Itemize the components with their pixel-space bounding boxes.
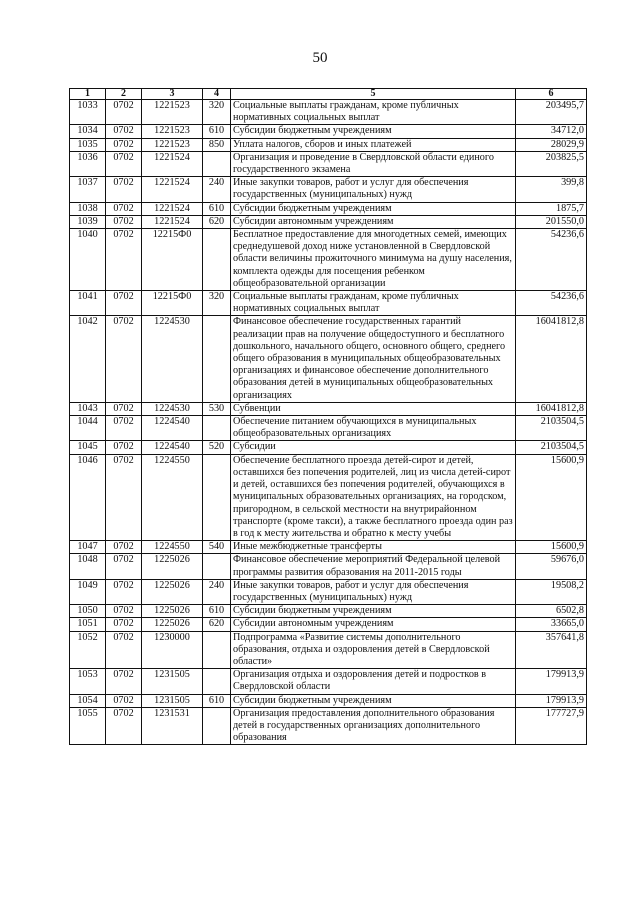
amount: 357641,8	[516, 631, 587, 669]
expense-kind-code	[203, 669, 231, 694]
expense-kind-code: 620	[203, 618, 231, 631]
amount: 179913,9	[516, 669, 587, 694]
item-name: Обеспечение бесплатного проезда детей-сирот и детей, оставшихся без попечения родителей, лиц из числа детей-сирот и детей, оставшихся без попечения родителей, обучающихся в муниципальных образовательных организациях, на городском, пригородном, в сельской местности на внутрирайонном транспорте (кроме такси), а также бесплатного проезда один раз в год к месту жительства и обратно к месту учебы	[231, 454, 516, 540]
item-name: Организация отдыха и оздоровления детей и подростков в Свердловской области	[231, 669, 516, 694]
target-code: 1221524	[142, 215, 203, 228]
target-code: 1230000	[142, 631, 203, 669]
row-number: 1055	[70, 707, 106, 745]
table-row	[70, 125, 587, 138]
item-name: Организация предоставления дополнительного образования детей в государственных организациях дополнительного образования	[231, 707, 516, 745]
row-number: 1037	[70, 177, 106, 202]
row-number: 1039	[70, 215, 106, 228]
item-name: Субсидии автономным учреждениям	[231, 618, 516, 631]
section-code: 0702	[106, 631, 142, 669]
expense-kind-code: 240	[203, 177, 231, 202]
row-number: 1050	[70, 605, 106, 618]
target-code: 1221523	[142, 125, 203, 138]
amount: 177727,9	[516, 707, 587, 745]
expense-kind-code: 620	[203, 215, 231, 228]
expense-kind-code: 610	[203, 694, 231, 707]
section-code: 0702	[106, 618, 142, 631]
row-number: 1045	[70, 441, 106, 454]
expense-kind-code	[203, 454, 231, 540]
row-number: 1034	[70, 125, 106, 138]
target-code: 1221523	[142, 138, 203, 151]
section-code: 0702	[106, 669, 142, 694]
row-number: 1047	[70, 541, 106, 554]
row-number: 1042	[70, 316, 106, 402]
header-col-6: 6	[516, 89, 587, 100]
header-col-3: 3	[142, 89, 203, 100]
amount: 54236,6	[516, 229, 587, 291]
table-row	[70, 316, 587, 402]
section-code: 0702	[106, 707, 142, 745]
row-number: 1036	[70, 151, 106, 176]
section-code: 0702	[106, 694, 142, 707]
target-code: 1224540	[142, 441, 203, 454]
item-name: Финансовое обеспечение мероприятий Федеральной целевой программы развития образования на 2011-2015 годы	[231, 554, 516, 579]
item-name: Субсидии бюджетным учреждениям	[231, 694, 516, 707]
item-name: Субсидии	[231, 441, 516, 454]
expense-kind-code	[203, 416, 231, 441]
section-code: 0702	[106, 215, 142, 228]
section-code: 0702	[106, 554, 142, 579]
section-code: 0702	[106, 541, 142, 554]
row-number: 1033	[70, 100, 106, 125]
amount: 28029,9	[516, 138, 587, 151]
target-code: 1224540	[142, 416, 203, 441]
table-row	[70, 707, 587, 745]
section-code: 0702	[106, 416, 142, 441]
amount: 34712,0	[516, 125, 587, 138]
section-code: 0702	[106, 138, 142, 151]
row-number: 1053	[70, 669, 106, 694]
row-number: 1048	[70, 554, 106, 579]
row-number: 1046	[70, 454, 106, 540]
page-number: 50	[312, 50, 328, 66]
table-row	[70, 669, 587, 694]
header-col-4: 4	[203, 89, 231, 100]
amount: 59676,0	[516, 554, 587, 579]
target-code: 1231505	[142, 669, 203, 694]
header-row	[70, 89, 587, 100]
amount: 16041812,8	[516, 316, 587, 402]
table-row	[70, 138, 587, 151]
table-row	[70, 202, 587, 215]
table-row	[70, 416, 587, 441]
section-code: 0702	[106, 202, 142, 215]
table-row	[70, 454, 587, 540]
amount: 399,8	[516, 177, 587, 202]
section-code: 0702	[106, 151, 142, 176]
item-name: Иные закупки товаров, работ и услуг для обеспечения государственных (муниципальных) нужд	[231, 579, 516, 604]
amount: 19508,2	[516, 579, 587, 604]
row-number: 1043	[70, 402, 106, 415]
amount: 15600,9	[516, 541, 587, 554]
expense-kind-code: 610	[203, 605, 231, 618]
amount: 16041812,8	[516, 402, 587, 415]
section-code: 0702	[106, 605, 142, 618]
section-code: 0702	[106, 402, 142, 415]
target-code: 12215Ф0	[142, 229, 203, 291]
table-row	[70, 229, 587, 291]
section-code: 0702	[106, 316, 142, 402]
section-code: 0702	[106, 441, 142, 454]
item-name: Социальные выплаты гражданам, кроме публичных нормативных социальных выплат	[231, 291, 516, 316]
table-row	[70, 177, 587, 202]
table-row	[70, 579, 587, 604]
header-col-5: 5	[231, 89, 516, 100]
amount: 203825,5	[516, 151, 587, 176]
row-number: 1044	[70, 416, 106, 441]
item-name: Иные межбюджетные трансферты	[231, 541, 516, 554]
table-row	[70, 605, 587, 618]
table-row	[70, 402, 587, 415]
amount: 2103504,5	[516, 416, 587, 441]
section-code: 0702	[106, 454, 142, 540]
table-row	[70, 215, 587, 228]
target-code: 1225026	[142, 618, 203, 631]
row-number: 1054	[70, 694, 106, 707]
row-number: 1051	[70, 618, 106, 631]
expense-kind-code: 530	[203, 402, 231, 415]
item-name: Субвенции	[231, 402, 516, 415]
item-name: Подпрограмма «Развитие системы дополнительного образования, отдыха и оздоровления детей в Свердловской области»	[231, 631, 516, 669]
item-name: Финансовое обеспечение государственных гарантий реализации прав на получение общедоступного и бесплатного дошкольного, начального общего, основного общего, среднего общего образования в муниципальных общеобразовательных организациях и финансовое обеспечение дополнительного образования детей в муниципальных общеобразовательных организациях	[231, 316, 516, 402]
expense-kind-code: 320	[203, 291, 231, 316]
budget-table	[69, 88, 587, 745]
item-name: Субсидии бюджетным учреждениям	[231, 125, 516, 138]
target-code: 12215Ф0	[142, 291, 203, 316]
table-row	[70, 541, 587, 554]
item-name: Бесплатное предоставление для многодетных семей, имеющих среднедушевой доход ниже установленной в Свердловской области величины прожиточного минимума на душу населения, комплекта одежды для посещения ребенком общеобразовательной организации	[231, 229, 516, 291]
expense-kind-code: 520	[203, 441, 231, 454]
item-name: Организация и проведение в Свердловской области единого государственного экзамена	[231, 151, 516, 176]
amount: 1875,7	[516, 202, 587, 215]
target-code: 1225026	[142, 554, 203, 579]
row-number: 1035	[70, 138, 106, 151]
item-name: Иные закупки товаров, работ и услуг для обеспечения государственных (муниципальных) нужд	[231, 177, 516, 202]
amount: 54236,6	[516, 291, 587, 316]
amount: 2103504,5	[516, 441, 587, 454]
table-row	[70, 441, 587, 454]
item-name: Субсидии бюджетным учреждениям	[231, 202, 516, 215]
row-number: 1052	[70, 631, 106, 669]
table-row	[70, 618, 587, 631]
expense-kind-code: 320	[203, 100, 231, 125]
target-code: 1224550	[142, 454, 203, 540]
target-code: 1225026	[142, 605, 203, 618]
expense-kind-code: 240	[203, 579, 231, 604]
expense-kind-code	[203, 631, 231, 669]
expense-kind-code: 610	[203, 125, 231, 138]
table-row	[70, 631, 587, 669]
target-code: 1224530	[142, 402, 203, 415]
expense-kind-code: 540	[203, 541, 231, 554]
item-name: Социальные выплаты гражданам, кроме публичных нормативных социальных выплат	[231, 100, 516, 125]
expense-kind-code	[203, 554, 231, 579]
section-code: 0702	[106, 579, 142, 604]
expense-kind-code	[203, 707, 231, 745]
section-code: 0702	[106, 229, 142, 291]
table-row	[70, 694, 587, 707]
row-number: 1041	[70, 291, 106, 316]
target-code: 1221524	[142, 202, 203, 215]
table-row	[70, 100, 587, 125]
section-code: 0702	[106, 291, 142, 316]
row-number: 1049	[70, 579, 106, 604]
amount: 6502,8	[516, 605, 587, 618]
amount: 15600,9	[516, 454, 587, 540]
section-code: 0702	[106, 100, 142, 125]
target-code: 1224550	[142, 541, 203, 554]
amount: 201550,0	[516, 215, 587, 228]
header-col-2: 2	[106, 89, 142, 100]
item-name: Субсидии бюджетным учреждениям	[231, 605, 516, 618]
amount: 203495,7	[516, 100, 587, 125]
amount: 179913,9	[516, 694, 587, 707]
target-code: 1224530	[142, 316, 203, 402]
expense-kind-code	[203, 229, 231, 291]
expense-kind-code: 850	[203, 138, 231, 151]
target-code: 1225026	[142, 579, 203, 604]
target-code: 1231505	[142, 694, 203, 707]
target-code: 1221524	[142, 177, 203, 202]
table-row	[70, 554, 587, 579]
amount: 33665,0	[516, 618, 587, 631]
table-row	[70, 291, 587, 316]
item-name: Уплата налогов, сборов и иных платежей	[231, 138, 516, 151]
expense-kind-code: 610	[203, 202, 231, 215]
target-code: 1231531	[142, 707, 203, 745]
section-code: 0702	[106, 125, 142, 138]
table-row	[70, 151, 587, 176]
target-code: 1221524	[142, 151, 203, 176]
expense-kind-code	[203, 151, 231, 176]
expense-kind-code	[203, 316, 231, 402]
row-number: 1040	[70, 229, 106, 291]
header-col-1: 1	[70, 89, 106, 100]
item-name: Субсидии автономным учреждениям	[231, 215, 516, 228]
section-code: 0702	[106, 177, 142, 202]
target-code: 1221523	[142, 100, 203, 125]
item-name: Обеспечение питанием обучающихся в муниципальных общеобразовательных организациях	[231, 416, 516, 441]
row-number: 1038	[70, 202, 106, 215]
